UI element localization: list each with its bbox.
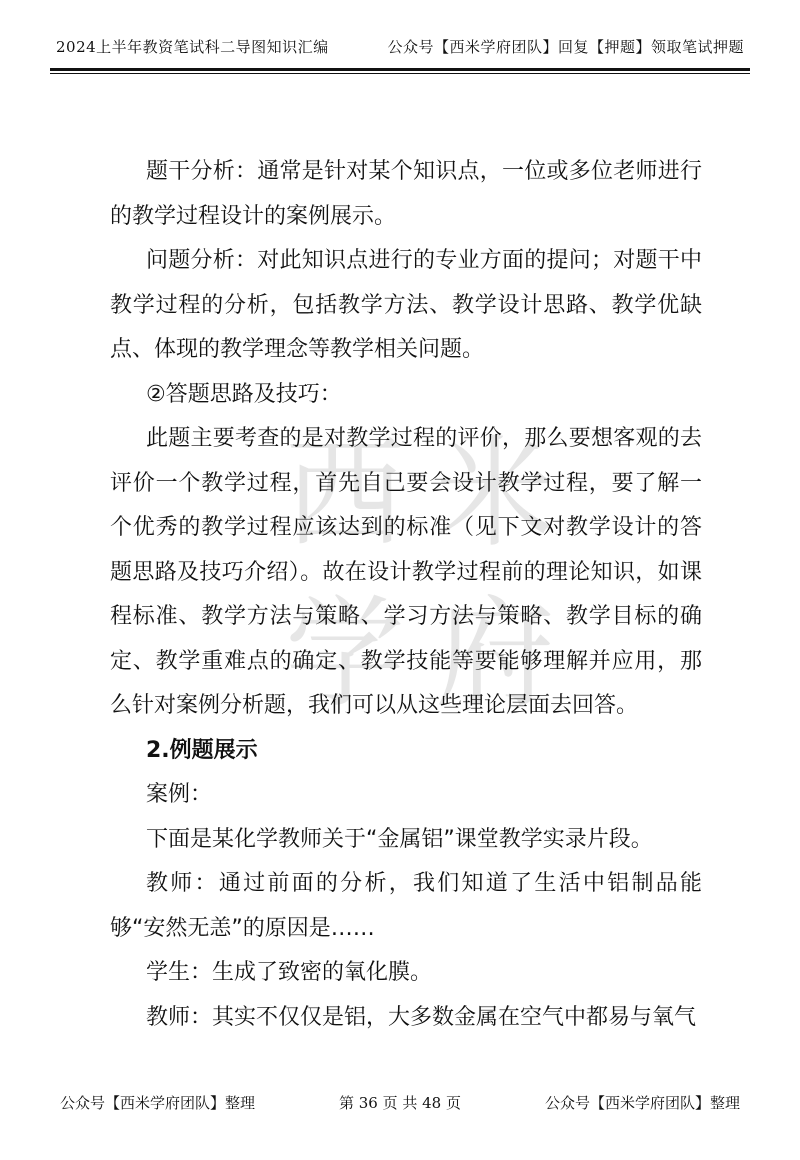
footer-left-text: 公众号【西米学府团队】整理 <box>60 1094 256 1112</box>
paragraph-heading-tips: ②答题思路及技巧： <box>146 381 342 407</box>
paragraph-tips-body: 此题主要考查的是对教学过程的评价，那么要想客观的去评价一个教学过程，首先自己要会设计教学过程，要了解一个优秀的教学过程应该达到的标准（见下文对教学设计的答题思路及技巧介绍）。故在设计教学过程前的理论知识，如课程标准、教学方法与策略、学习方法与策略、教学目标的确定、教学重难点的确定、教学技能等要能够理解并应用，那么针对案例分析题，我们可以从这些理论层面去回答。 <box>110 426 702 718</box>
watermark-char: 米 <box>435 425 555 564</box>
watermark-char: 学 <box>285 585 405 724</box>
paragraph-case-label: 案例： <box>146 782 213 807</box>
header-rule-thick <box>50 68 750 71</box>
page-header <box>56 36 744 57</box>
page-number: 第 36 页 共 48 页 <box>338 1094 461 1112</box>
watermark-char: 府 <box>435 585 555 724</box>
document-body <box>110 150 702 1040</box>
paragraph-student-line-1: 学生：生成了致密的氧化膜。 <box>146 960 433 985</box>
header-rule-thin <box>50 73 750 74</box>
paragraph-teacher-line-1: 教师：通过前面的分析，我们知道了生活中铝制品能够“安然无恙”的原因是…… <box>110 871 702 941</box>
section-heading-example: 2.例题展示 <box>146 737 258 763</box>
paragraph-question-analysis: 问题分析：对此知识点进行的专业方面的提问；对题干中教学过程的分析，包括教学方法、教学设计思路、教学优缺点、体现的教学理念等教学相关问题。 <box>110 248 702 362</box>
footer-right-text: 公众号【西米学府团队】整理 <box>544 1094 740 1112</box>
paragraph-case-intro: 下面是某化学教师关于“金属铝”课堂教学实录片段。 <box>146 826 653 852</box>
watermark-char: 西 <box>285 425 405 564</box>
paragraph-stem-analysis: 题干分析：通常是针对某个知识点，一位或多位老师进行的教学过程设计的案例展示。 <box>110 159 702 229</box>
header-right-text: 公众号【西米学府团队】回复【押题】领取笔试押题 <box>387 38 744 56</box>
paragraph-teacher-line-2: 教师：其实不仅仅是铝，大多数金属在空气中都易与氧气 <box>146 1004 697 1030</box>
page-footer <box>60 1092 740 1113</box>
header-left-text: 2024上半年教资笔试科二导图知识汇编 <box>56 38 329 56</box>
